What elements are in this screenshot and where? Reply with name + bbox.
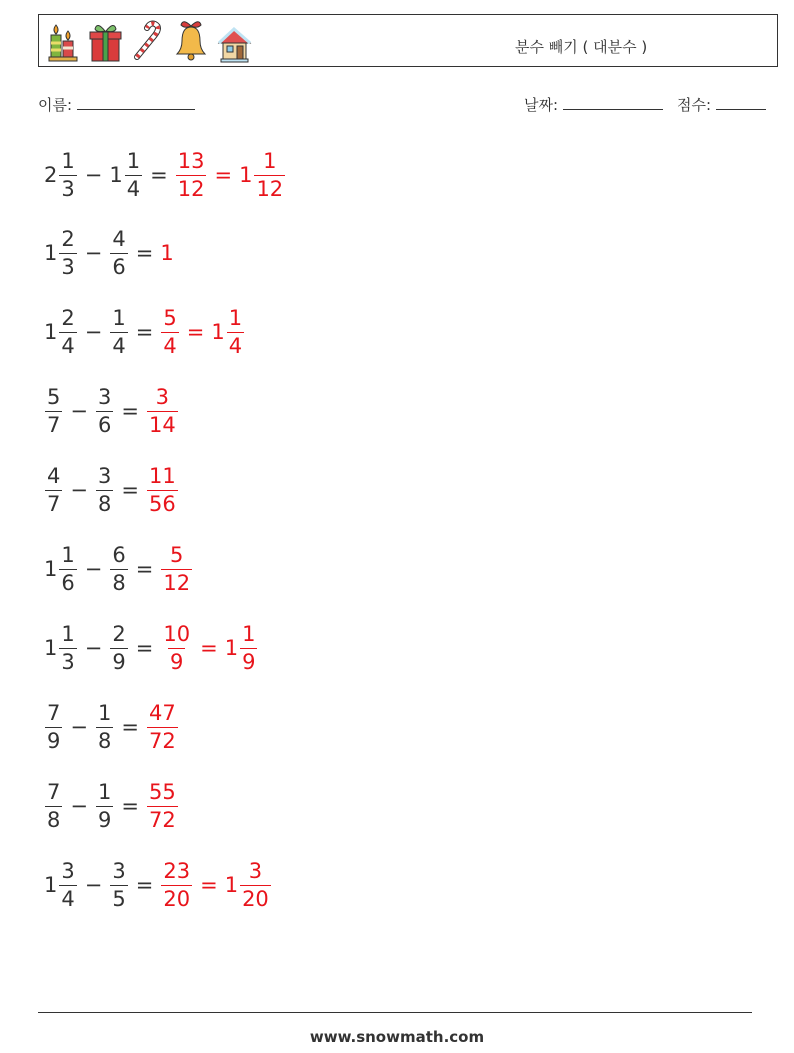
minuend-whole: 1 xyxy=(44,557,58,581)
subtrahend-numerator: 3 xyxy=(97,384,112,409)
equals-sign: = xyxy=(135,873,154,897)
candy-cane-icon xyxy=(131,19,166,63)
answer-fraction xyxy=(161,542,192,595)
answer-numerator: 11 xyxy=(148,463,176,488)
score-field[interactable] xyxy=(677,94,766,115)
name-label: 이름: xyxy=(38,96,73,114)
subtrahend-numerator: 3 xyxy=(97,463,112,488)
minuend-denominator: 3 xyxy=(61,254,75,279)
minus-sign: − xyxy=(84,636,103,660)
subtrahend-fraction xyxy=(110,858,127,911)
answer-denominator: 56 xyxy=(148,491,176,516)
minuend-denominator: 4 xyxy=(61,333,75,358)
subtrahend-fraction xyxy=(110,621,127,674)
worksheet-header xyxy=(38,14,778,67)
problem-item xyxy=(44,455,179,525)
minuend-numerator: 7 xyxy=(47,779,61,804)
mixed-answer-numerator: 1 xyxy=(242,621,256,646)
minuend-whole: 2 xyxy=(44,163,58,187)
mixed-answer-denominator: 4 xyxy=(228,333,243,358)
subtrahend-denominator: 8 xyxy=(97,728,112,753)
equals-sign: = xyxy=(135,320,154,344)
answer-numerator: 5 xyxy=(170,542,184,567)
problem-row xyxy=(44,692,179,762)
subtrahend-fraction xyxy=(110,305,127,358)
subtrahend-numerator: 1 xyxy=(97,779,112,804)
mixed-answer-numerator: 1 xyxy=(263,148,277,173)
minuend-numerator: 1 xyxy=(61,148,75,173)
problem-row xyxy=(44,376,179,446)
minuend-fraction xyxy=(59,542,76,595)
answer-numerator: 23 xyxy=(163,858,191,883)
minuend-denominator: 8 xyxy=(47,807,61,832)
minuend-fraction xyxy=(59,305,76,358)
name-field[interactable] xyxy=(38,94,195,115)
minuend-denominator: 7 xyxy=(47,412,61,437)
mixed-answer-fraction xyxy=(254,148,285,201)
minuend-denominator: 7 xyxy=(47,491,61,516)
subtrahend-numerator: 4 xyxy=(112,226,126,251)
minus-sign: − xyxy=(70,399,88,423)
problem-row xyxy=(44,613,258,683)
answer-equals-sign: = xyxy=(214,163,233,187)
subtrahend-fraction xyxy=(96,700,113,753)
minuend-numerator: 3 xyxy=(61,858,75,883)
subtrahend-fraction xyxy=(96,463,113,516)
problem-row xyxy=(44,534,193,604)
answer xyxy=(160,858,271,911)
problem-item xyxy=(44,297,245,367)
problem-item xyxy=(44,140,286,210)
minuend-fraction xyxy=(45,463,62,516)
problem-row xyxy=(44,218,175,288)
answer-equals-sign: = xyxy=(200,873,218,897)
minuend-denominator: 6 xyxy=(61,570,75,595)
subtrahend-denominator: 4 xyxy=(112,333,126,358)
answer-whole: 1 xyxy=(160,241,174,265)
minus-sign: − xyxy=(84,320,103,344)
answer-fraction xyxy=(161,305,178,358)
answer-numerator: 5 xyxy=(163,305,177,330)
answer-numerator: 47 xyxy=(148,700,176,725)
mixed-answer-numerator: 1 xyxy=(228,305,243,330)
subtrahend-denominator: 5 xyxy=(112,886,126,911)
answer-fraction xyxy=(147,700,178,753)
minuend-fraction xyxy=(45,700,62,753)
subtrahend-denominator: 9 xyxy=(97,807,112,832)
subtrahend-fraction xyxy=(125,148,142,201)
subtrahend-denominator: 8 xyxy=(97,491,112,516)
subtrahend-numerator: 1 xyxy=(112,305,126,330)
subtrahend-denominator: 6 xyxy=(97,412,112,437)
answer xyxy=(160,241,174,265)
minuend-fraction xyxy=(45,779,62,832)
minuend-denominator: 3 xyxy=(61,176,75,201)
minuend-numerator: 5 xyxy=(47,384,61,409)
minuend-numerator: 1 xyxy=(61,542,75,567)
minus-sign: − xyxy=(70,478,88,502)
problem-item xyxy=(44,376,179,446)
minuend-fraction xyxy=(59,621,76,674)
minuend-numerator: 2 xyxy=(61,226,75,251)
mixed-answer-whole: 1 xyxy=(239,163,253,187)
subtrahend-denominator: 9 xyxy=(112,649,126,674)
problem-row xyxy=(44,140,286,210)
equals-sign: = xyxy=(121,715,139,739)
worksheet-title: 분수 빼기 ( 대분수 ) xyxy=(515,38,648,56)
answer-fraction xyxy=(147,779,178,832)
mixed-answer-denominator: 9 xyxy=(242,649,256,674)
mixed-answer-numerator: 3 xyxy=(248,858,263,883)
mixed-answer-denominator: 12 xyxy=(256,176,284,201)
subtrahend-numerator: 1 xyxy=(97,700,112,725)
minuend-numerator: 4 xyxy=(47,463,61,488)
minuend-fraction xyxy=(45,384,62,437)
bell-icon xyxy=(174,19,209,63)
minus-sign: − xyxy=(84,241,103,265)
problem-row xyxy=(44,850,272,920)
subtrahend-whole: 1 xyxy=(109,163,123,187)
mixed-answer-whole: 1 xyxy=(224,873,239,897)
minuend-denominator: 4 xyxy=(61,886,75,911)
minuend-fraction xyxy=(59,858,76,911)
score-blank[interactable] xyxy=(716,95,766,110)
minuend-whole: 1 xyxy=(44,873,58,897)
subtrahend-numerator: 6 xyxy=(112,542,126,567)
header-icons xyxy=(45,19,252,63)
equals-sign: = xyxy=(135,557,154,581)
answer-equals-sign: = xyxy=(200,636,218,660)
subtrahend-numerator: 2 xyxy=(112,621,126,646)
answer xyxy=(146,779,179,832)
minus-sign: − xyxy=(70,794,88,818)
answer xyxy=(146,700,179,753)
answer xyxy=(175,148,286,201)
answer-numerator: 55 xyxy=(148,779,176,804)
answer-fraction xyxy=(161,621,192,674)
mixed-answer-fraction xyxy=(240,858,271,911)
equals-sign: = xyxy=(121,399,139,423)
answer-denominator: 14 xyxy=(148,412,176,437)
problem-item xyxy=(44,771,179,841)
answer-numerator: 10 xyxy=(163,621,191,646)
equals-sign: = xyxy=(135,636,154,660)
footer-divider xyxy=(38,1012,752,1013)
minuend-denominator: 9 xyxy=(47,728,61,753)
equals-sign: = xyxy=(121,794,139,818)
answer-denominator: 20 xyxy=(163,886,191,911)
score-label: 점수: xyxy=(677,96,712,114)
equals-sign: = xyxy=(135,241,154,265)
subtrahend-numerator: 3 xyxy=(112,858,126,883)
answer-fraction xyxy=(176,148,207,201)
minuend-fraction xyxy=(59,148,76,201)
minus-sign: − xyxy=(84,557,103,581)
minuend-whole: 1 xyxy=(44,320,58,344)
answer xyxy=(146,463,179,516)
answer-fraction xyxy=(161,858,192,911)
minuend-numerator: 1 xyxy=(61,621,75,646)
answer-numerator: 13 xyxy=(177,148,205,173)
answer xyxy=(160,305,245,358)
answer-denominator: 4 xyxy=(163,333,177,358)
answer xyxy=(160,542,193,595)
problem-row xyxy=(44,771,179,841)
answer-denominator: 72 xyxy=(148,728,176,753)
answer-numerator: 3 xyxy=(155,384,170,409)
minus-sign: − xyxy=(70,715,88,739)
answer-denominator: 72 xyxy=(148,807,176,832)
name-blank[interactable] xyxy=(77,95,195,110)
problem-item xyxy=(44,218,175,288)
mixed-answer-fraction xyxy=(240,621,257,674)
minuend-whole: 1 xyxy=(44,241,58,265)
mixed-answer-whole: 1 xyxy=(224,636,239,660)
date-label: 날짜: xyxy=(524,96,559,114)
mixed-answer-denominator: 20 xyxy=(242,886,269,911)
minuend-numerator: 7 xyxy=(47,700,61,725)
mixed-answer-fraction xyxy=(227,305,244,358)
answer-denominator: 9 xyxy=(170,649,184,674)
minuend-whole: 1 xyxy=(44,636,58,660)
answer-fraction xyxy=(147,463,178,516)
equals-sign: = xyxy=(121,478,139,502)
answer-denominator: 12 xyxy=(163,570,191,595)
subtrahend-denominator: 4 xyxy=(126,176,141,201)
gift-box-icon xyxy=(88,19,123,63)
answer xyxy=(160,621,258,674)
footer-site: www.snowmath.com xyxy=(309,1028,485,1046)
subtrahend-fraction xyxy=(110,226,127,279)
answer-denominator: 12 xyxy=(177,176,205,201)
problem-item xyxy=(44,613,258,683)
problem-row xyxy=(44,297,245,367)
minuend-denominator: 3 xyxy=(61,649,75,674)
subtrahend-fraction xyxy=(96,384,113,437)
candles-icon xyxy=(45,19,80,63)
answer-equals-sign: = xyxy=(186,320,205,344)
subtrahend-numerator: 1 xyxy=(126,148,141,173)
subtrahend-fraction xyxy=(110,542,127,595)
problem-row xyxy=(44,455,179,525)
date-field[interactable] xyxy=(524,94,663,115)
minuend-numerator: 2 xyxy=(61,305,75,330)
problem-item xyxy=(44,692,179,762)
date-blank[interactable] xyxy=(563,95,663,110)
subtrahend-fraction xyxy=(96,779,113,832)
minuend-fraction xyxy=(59,226,76,279)
answer-fraction xyxy=(147,384,178,437)
minus-sign: − xyxy=(84,163,103,187)
answer xyxy=(146,384,179,437)
equals-sign: = xyxy=(150,163,168,187)
subtrahend-denominator: 6 xyxy=(112,254,126,279)
house-icon xyxy=(217,19,252,63)
problem-item xyxy=(44,850,272,920)
problem-item xyxy=(44,534,193,604)
subtrahend-denominator: 8 xyxy=(112,570,126,595)
minus-sign: − xyxy=(84,873,103,897)
mixed-answer-whole: 1 xyxy=(211,320,225,344)
